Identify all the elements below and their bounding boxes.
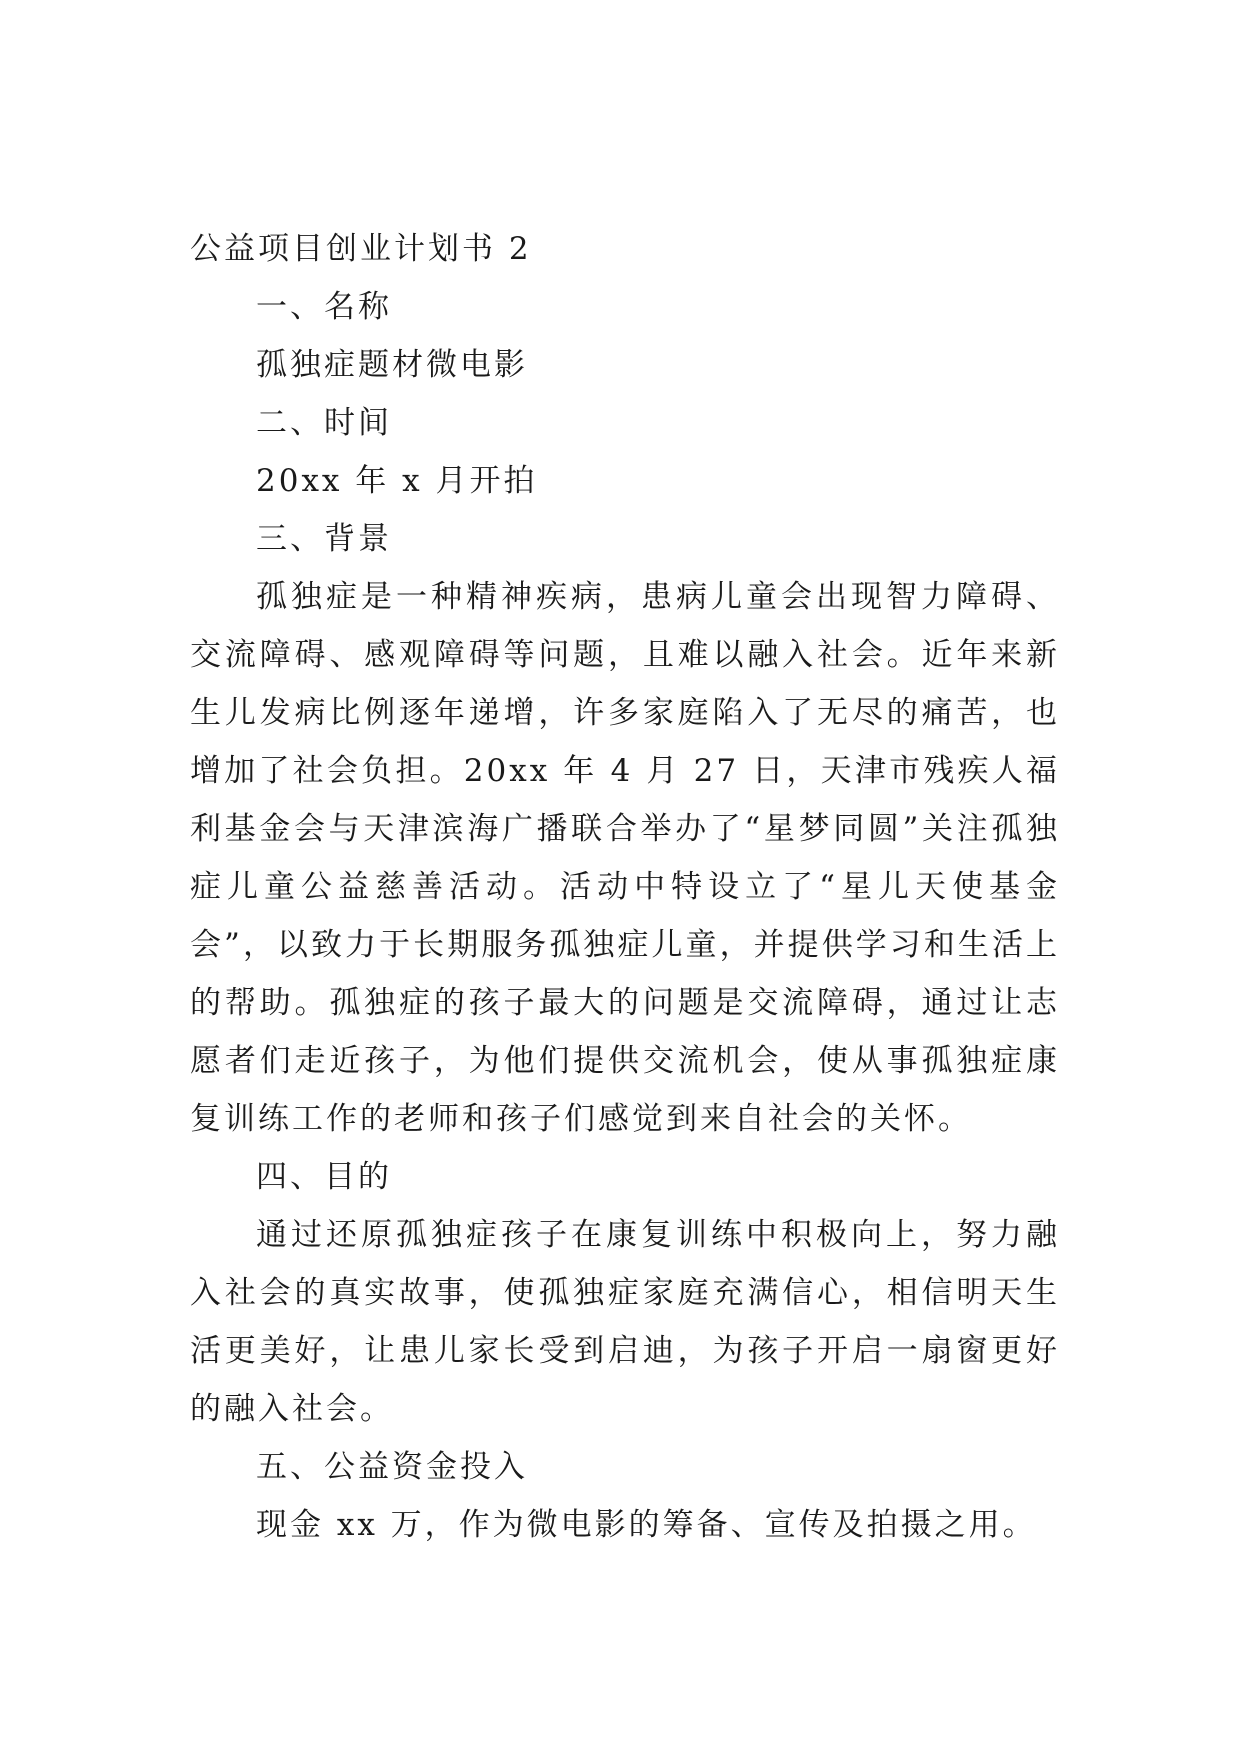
section-heading-name: 一、名称 — [256, 289, 392, 325]
section-body-background: 孤独症是一种精神疾病，患病儿童会出现智力障碍、交流障碍、感观障碍等问题，且难以融入社会。近年来新生儿发病比例逐年递增，许多家庭陷入了无尽的痛苦，也增加了社会负担。20xx 年 4 月 27 日，天津市残疾人福利基金会与天津滨海广播联合举办了“星梦同圆”关注孤独症儿童公益慈善活动。活动中特设立了“星儿天使基金会”，以致力于长期服务孤独症儿童，并提供学习和生活上的帮助。孤独症的孩子最大的问题是交流障碍，通过让志愿者们走近孩子，为他们提供交流机会，使从事孤独症康复训练工作的老师和孩子们感觉到来自社会的关怀。 — [190, 579, 1060, 1137]
section-heading-purpose: 四、目的 — [256, 1159, 392, 1195]
section-heading-time: 二、时间 — [256, 405, 392, 441]
document-title: 公益项目创业计划书 2 — [190, 231, 532, 267]
section-heading-background: 三、背景 — [256, 521, 392, 557]
section-heading-funding: 五、公益资金投入 — [256, 1449, 528, 1485]
section-body-name: 孤独症题材微电影 — [256, 347, 528, 383]
section-body-funding: 现金 xx 万，作为微电影的筹备、宣传及拍摄之用。 — [256, 1507, 1037, 1543]
document-body — [190, 220, 1060, 1554]
section-body-time: 20xx 年 x 月开拍 — [256, 463, 538, 499]
section-body-purpose: 通过还原孤独症孩子在康复训练中积极向上，努力融入社会的真实故事，使孤独症家庭充满信心，相信明天生活更美好，让患儿家长受到启迪，为孩子开启一扇窗更好的融入社会。 — [190, 1217, 1060, 1427]
